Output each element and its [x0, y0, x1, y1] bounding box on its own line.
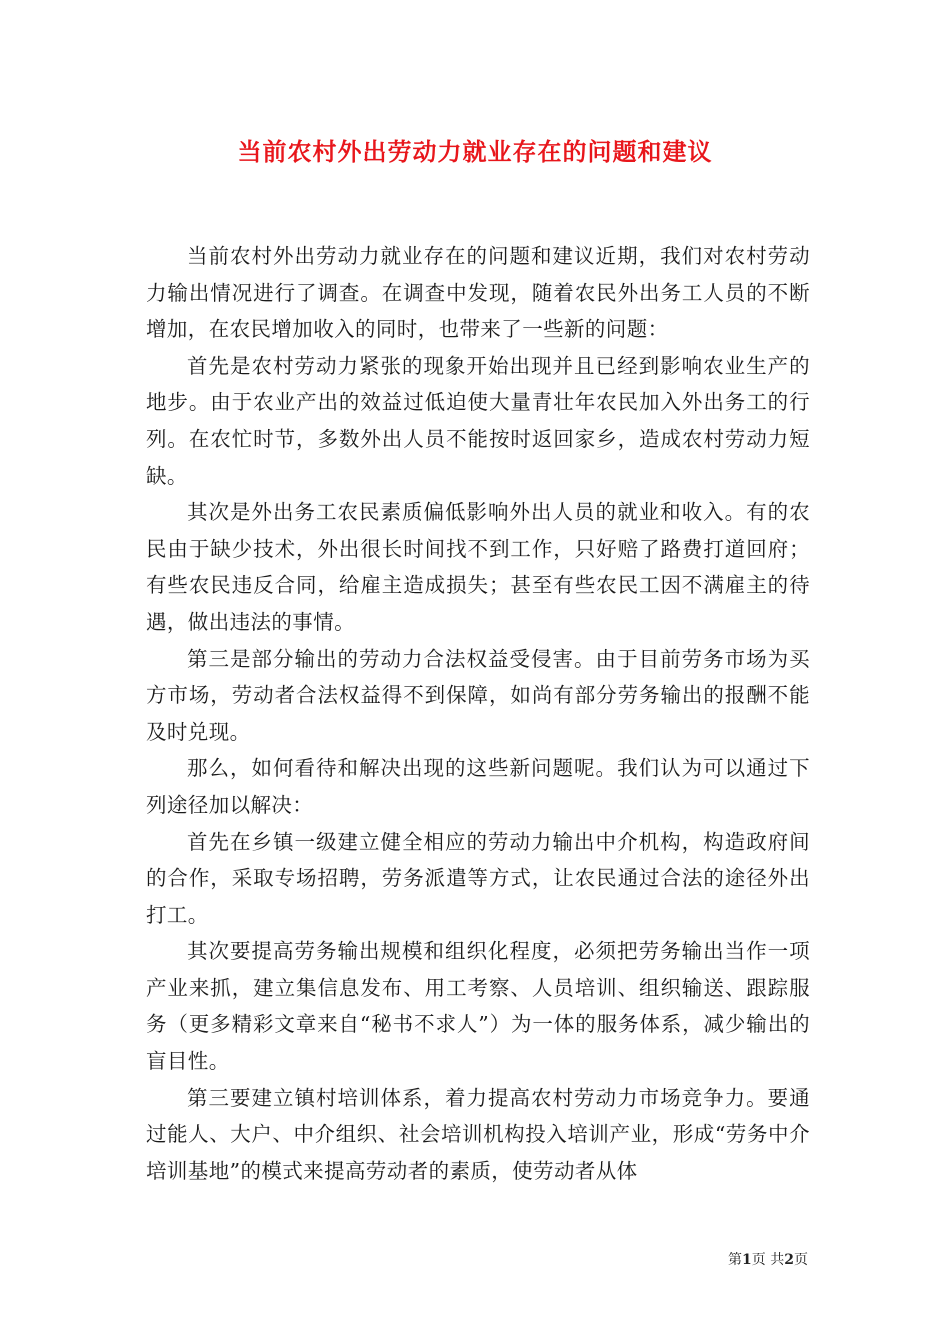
paragraph: 第三是部分输出的劳动力合法权益受侵害。由于目前劳务市场为买方市场，劳动者合法权益得不到保障，如尚有部分劳务输出的报酬不能及时兑现。	[146, 646, 810, 744]
page-footer	[0, 1249, 808, 1269]
document-body	[146, 238, 810, 1189]
paragraph: 那么，如何看待和解决出现的这些新问题呢。我们认为可以通过下列途径加以解决：	[146, 756, 810, 817]
paragraph: 首先是农村劳动力紧张的现象开始出现并且已经到影响农业生产的地步。由于农业产出的效益过低迫使大量青壮年农民加入外出务工的行列。在农忙时节，多数外出人员不能按时返回家乡，造成农村劳动力短缺。	[146, 353, 810, 488]
document-title: 当前农村外出劳动力就业存在的问题和建议	[237, 137, 713, 166]
paragraph: 其次要提高劳务输出规模和组织化程度，必须把劳务输出当作一项产业来抓，建立集信息发布、用工考察、人员培训、组织输送、跟踪服务（更多精彩文章来自“秘书不求人”）为一体的服务体系，减少输出的盲目性。	[146, 939, 810, 1074]
footer-page-suffix: 页	[794, 1252, 808, 1268]
paragraph: 首先在乡镇一级建立健全相应的劳动力输出中介机构，构造政府间的合作，采取专场招聘，劳务派遣等方式，让农民通过合法的途径外出打工。	[146, 829, 810, 927]
paragraph: 第三要建立镇村培训体系，着力提高农村劳动力市场竞争力。要通过能人、大户、中介组织、社会培训机构投入培训产业，形成“劳务中介培训基地”的模式来提高劳动者的素质，使劳动者从体	[146, 1085, 810, 1183]
footer-page-prefix: 第	[728, 1252, 743, 1268]
footer-page-middle: 页 共	[751, 1252, 785, 1268]
paragraph: 其次是外出务工农民素质偏低影响外出人员的就业和收入。有的农民由于缺少技术，外出很长时间找不到工作，只好赔了路费打道回府；有些农民违反合同，给雇主造成损失；甚至有些农民工因不满雇主的待遇，做出违法的事情。	[146, 500, 810, 634]
paragraph: 当前农村外出劳动力就业存在的问题和建议近期，我们对农村劳动力输出情况进行了调查。在调查中发现，随着农民外出务工人员的不断增加，在农民增加收入的同时，也带来了一些新的问题：	[146, 244, 810, 342]
footer-total-pages: 2	[784, 1252, 794, 1268]
footer-current-page: 1	[742, 1252, 752, 1268]
